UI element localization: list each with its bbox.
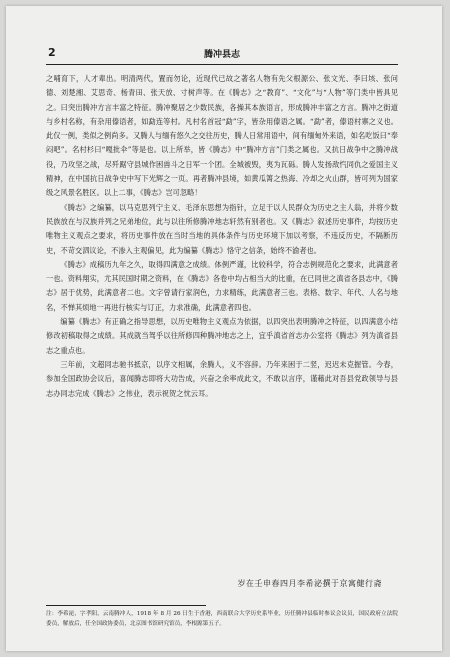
running-title: 腾冲县志 (203, 50, 240, 60)
paragraph: 之哺育下，人才辈出。明清两代，置而勿论，近现代已故之著名人物有先父根源公、张文光、李曰垓、张问德、刘楚湘、艾思奇、杨青田、张天放、寸树声等。在《腾志》之“教育”、“文化”与“人物”等门类中皆具见之。曰突出腾冲方言丰富之特征。腾冲聚居之少数民族，各操其本族语言，形成腾冲丰富之方言。腾冲之街道与乡村名称，有杂用傣语者，如勐连等村。凡村名首冠“勐”字，皆杂用傣语之属。“勐”者，傣语村寨之义也。此仅一例，类似之例尚多。又腾人与缅有悠久之交往历史，腾人日常用语中，间有缅甸外来语，如名吃饭曰“奉闷吧”。名村杉曰“嘎批伞”等是也。以上所举，皆《腾志》中“腾冲方言”门类之属也。又抗日战争中之腾冲战役，乃攻坚之战，尽歼踞守县城作困兽斗之日军一个团。全城被毁，夷为瓦砾。腾人发扬敌忾同仇之爱国主义精神，在中国抗日战争史中写下光辉之一页。再者腾冲县境，如黄瓜箐之热海、冷却之火山群，皆可列为国家级之风景名胜区。以上二事，《腾志》岂可忽略！ (46, 74, 398, 198)
footnote: 注：李希泌，字孝阳，云南腾冲人，1918 年 8 月 26 日生于香港，西南联合大学历史系毕业，历任腾冲县临时参议会议员，国民政府立法院委员，解放后，任全国政协委员，北京图书馆研究馆员，李根源第五子。 (46, 611, 398, 627)
paragraph: 三年前，文超同志驰书抵京，以序文相属，余腾人，义不容辞。乃年来困于二竖，迟迟未克握管。今春，参加全国政协会议后，喜闻腾志即将大功告成，兴奋之余率成此文，不敢以言序，谨藉此对吾县党政领导与县志办同志完成《腾志》之伟业，表示祝贺之忱云耳。 (46, 359, 398, 398)
paragraph: 编纂《腾志》有正确之指导思想，以历史唯物主义观点为依据，以四突出表明腾冲之特征，以四满意小结修改初稿取得之成绩。其成就当驾乎以往所修四种腾冲地志之上，宜乎滇省首志办公室将《腾志》列为滇省县志之重点也。 (46, 317, 398, 355)
paragraph: 《腾志》成稿历九年之久，取得四满意之成绩。体例严谨，比较科学，符合志例规范化之要求，此满意者一也。资料翔实，尤其民国时期之资料，在《腾志》各卷中均占相当大的比重，在已同世之滇省各县志中，《腾志》居于优势，此满意者二也。文字曾请行家润色，力求精练，此满意者三也。表格、数字、年代、人名与地名，不惮其烦地一再进行核实与订正，力求准确，此满意者四也。 (46, 259, 398, 312)
running-header (46, 46, 398, 65)
paragraph: 《腾志》之编纂，以马克思列宁主义、毛泽东思想为指针，立足于以人民群众为历史之主人翁，并将少数民族放在与汉族并列之兄弟地位，此与以往所修腾冲地志轩然有别者也。又《腾志》叙述历史事件，均按历史唯物主义观点之要求，将历史事件放在当时当地的具体条件与历史环境下加以考察，不违反历史，不隔断历史，不苛交泗议论，不渗入主观偏见，此为编纂《腾志》恪守之信条，始终不渝者也。 (46, 202, 398, 255)
body-text (46, 72, 398, 401)
footnote-divider (46, 605, 206, 606)
signature-line: 岁在壬申春四月李希泌撰于京寓健行斋 (237, 579, 382, 588)
page-number: 2 (48, 46, 56, 59)
document-page (6, 6, 442, 651)
